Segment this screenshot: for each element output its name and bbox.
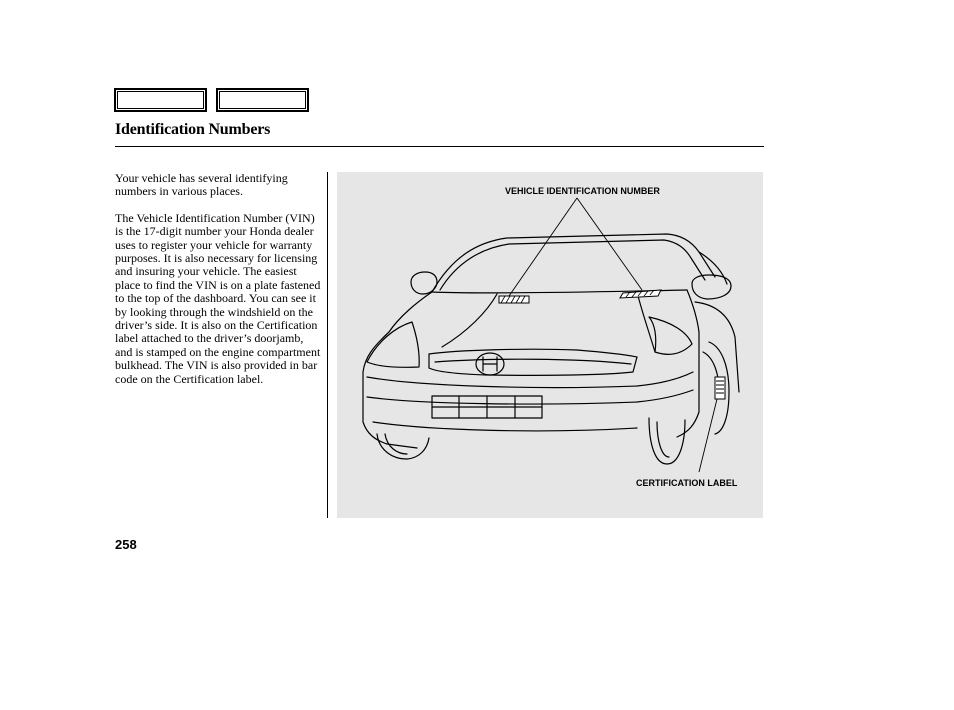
certification-label-mark: [715, 377, 725, 399]
nav-tab-box-2[interactable]: [216, 88, 309, 112]
title-divider: [115, 146, 764, 147]
certification-label-callout: CERTIFICATION LABEL: [636, 478, 738, 488]
nav-tab-box-1[interactable]: [114, 88, 207, 112]
intro-paragraph: Your vehicle has several identifying numbers in various places.: [115, 171, 288, 199]
column-divider: [327, 172, 328, 518]
vehicle-illustration: [337, 172, 763, 518]
vin-paragraph: The Vehicle Identification Number (VIN) is the 17-digit number your Honda dealer uses to register your vehicle for warranty purposes. It is also necessary for licensing and insuring your vehicle. The easiest place to find the VIN is on a plate fastened to the top of the dashboard. You can see it by looking through the windshield on the driver’s side. It is also on the Certification label attached to the driver’s doorjamb, and is stamped on the engine compartment bulkhead. The VIN is also provided in bar code on the Certification label.: [115, 210, 321, 386]
vin-plate: [499, 296, 529, 303]
page-number: 258: [115, 537, 137, 552]
car-drawing: [337, 172, 763, 518]
body-text: [115, 172, 321, 399]
page-title: Identification Numbers: [115, 121, 271, 138]
vin-callout-label: VEHICLE IDENTIFICATION NUMBER: [505, 186, 660, 196]
